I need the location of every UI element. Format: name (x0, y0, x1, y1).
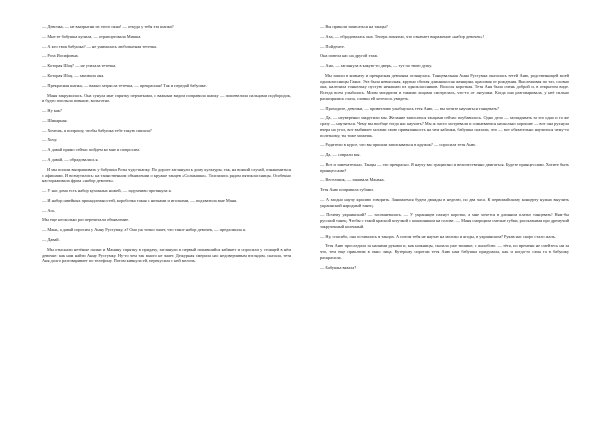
paragraph: — Прекрасная шапка, — важно затрясла тетечка, — прекрасная! Так и передай бабушке. (42, 82, 207, 88)
paragraph: Мы зашли в комнату и прекрасная девчонка оглянулась. Танцевальная Анна Рустумка оказалась тетей Аню, родственницей моей одноклассницы Гаянэ. Эта была невысокая, крупно сбитая длинноносая женщина, красивая от рождения. Выслеживая по таз, словно она, налепила тоннельку пустую ненашаю из одноклассников. Волосы короткая. Тетя Аня была очень доброй и, в открытом виде. Всегда всем улыбалась. Моим моцартом и такими лицами смотрелась, что-то от лягушки. Когда она разговаривала, у неё сильно расширялись глаза, словно ей хотелось увидеть. (320, 72, 569, 101)
paragraph: — Хочешь, я попрошу, чтобы бабушка тебе такую связала? (42, 127, 152, 133)
paragraph: — Ну как? (42, 108, 62, 114)
paragraph: — А давай прямо сейчас пойдем ко мне и попросим. (42, 147, 140, 153)
paragraph: Маня закружилась. Она сунула мне спрятку перчатками, с важным видом поправила шапку — пошевелила пальцами подбородок, и будто поплыла повыше, вольготно. (42, 92, 291, 104)
paragraph: — Весельчик, — закивала Манька. (320, 177, 385, 183)
paragraph: — Почему украинский? — засомневалась. — У украинцев пахнут коротко, а мне хочется в длинном платье танцевать! Ням-бы русский танец. Чтобы с такой красной штучкой с кокошником на голове. — Маня сморщила смелые губки, рассказывая про дремучий закрученный коленный. (320, 212, 569, 229)
paragraph: — Бабушка вязала? (320, 264, 357, 270)
paragraph: — У нас дома есть набор кухонных ножей, — задумчиво протянула я. (42, 188, 172, 194)
paragraph: — Вы пришли записаться на танцы? (320, 24, 388, 29)
paragraph: Она повела нас на другой этаж. (320, 53, 379, 59)
paragraph: — Ну, спасибо, она оставалась в танцах. А потом тебя не научат на молоко и ягоды, в украинском? Рукав нас скоро стало жаль. (320, 233, 556, 239)
paragraph: — Давай. (42, 237, 60, 243)
paragraph: — А кто твоя бабушка? — не унималась любопытная тетечка. (42, 43, 158, 49)
paragraph: И мы пошли выпрашивать у бабушки Розы чудо-шапку. По дороге заглянули к дому культуры, так, на всякий случай, ознакомиться с афишами. И возмутились: на таинственном объявлении о кружке танцев «Солнышко». Толпились рядом пятиклассницы. Особенно настораживала фраза «набор девочек». (42, 166, 291, 184)
paragraph: — Мне ее бабушка купила, — отрапортовала Мишка. (42, 33, 142, 39)
paragraph: — Да, — неуверенно закрутили мы. Желание записаться танцами сейчас поубавилось. Одно дело — заглядывать за это одно и то же сразу — научиться. Чему вы вообще тогда нас научить? Мы ж часто застревали и сомневаемся насколько хорошие — вот она рухнула вчера на угол, вот выбивает ногами свою привязанность на чем кабачки, бабушка сказали, что — вот обязательно научиться чему-то полезному, ты тоже можешь. (320, 115, 569, 138)
paragraph: — Хочу. (42, 137, 58, 143)
paragraph: — Которая Шац, — закивала она. (42, 72, 105, 78)
paragraph: Мы еще несколько раз перечитали объявление. (42, 217, 130, 223)
paragraph: — И набор швейных принадлежностей, коробочка такая с нитками и иголками, — подхватила мне Маня. (42, 197, 238, 203)
paragraph: — Аха, — обрадовалась она. Теперь понятно, что означает выражение «набор девочек»! (320, 33, 485, 39)
paragraph: — Да, — соврали мы. (320, 152, 361, 158)
paragraph: — Которая Шац? — не утихала тетечка. (42, 63, 117, 69)
paragraph: — Ась. (42, 207, 56, 213)
paragraph: Тетя Аню поправила губами. (320, 187, 374, 193)
paragraph: Мы отыскали нетёные палки и Манину спрятку в придачу, заглянули в первый попавшийся кабинет и спросили у стоящей в нём девочке: как нам найти Анну Рустумку. Ну-то чем так много не знает. Дежурная смерила нас недоверчивым взглядом, сказала, тетя Аня долго разговаривает по телефону. Потом кивнула ей, перекусила с ней мелочь. (42, 246, 291, 264)
paragraph: — Вот и замечательно. Танцы — это прекрасно. Я научу вас грациозно и величественно двигаться. Будете принцессами. Хотите быть принцессами? (320, 161, 569, 173)
paragraph: Тетя Аню проследила за нашими руками и, как ножницы, сказала уже тишине, с жалобою: — тётя, по времени не смейтесь ни за что, тем еще приклеим в окно лица. Кутерьму сиротам тетя Аню нам бабушка придумала, как и когда-то сама та в бабушку раскрасила. (320, 243, 569, 260)
paragraph: — Девочка, — не выпрыгни из этого окна! — откуда у тебя эта шапка? (42, 24, 174, 29)
paragraph: — Мань, а давай спросим у Анну Рустумку, а? Она уж точно знает, что такое набор девочек, — предложила я. (42, 227, 247, 233)
paragraph: — Роза Иосифовна. (42, 53, 79, 59)
paragraph: — Пойдемте. (320, 43, 345, 49)
paragraph: — Ано, — заглянула в какую-то дверь, — тут по твою душу. (320, 63, 433, 69)
right-page (320, 24, 569, 424)
paragraph: — А давай, — обрадовалась я. (42, 157, 99, 163)
left-page (42, 24, 291, 424)
paragraph: — А заодно научу красиво говорить. Занимаемся будем дважды в неделю, по два часа. К первомайскому концерту нужно выучить украинский народный танец. (320, 196, 569, 208)
paragraph: — Шикарная. (42, 117, 68, 123)
paragraph: — Родители в курсе, что вы пришли записываться в кружок? — спросила тетя Аню. (320, 142, 476, 148)
paragraph: — Проходите, девочки, — приветливо улыбнулась тетя Аню, — вы хотите научиться танцевать? (320, 105, 499, 111)
